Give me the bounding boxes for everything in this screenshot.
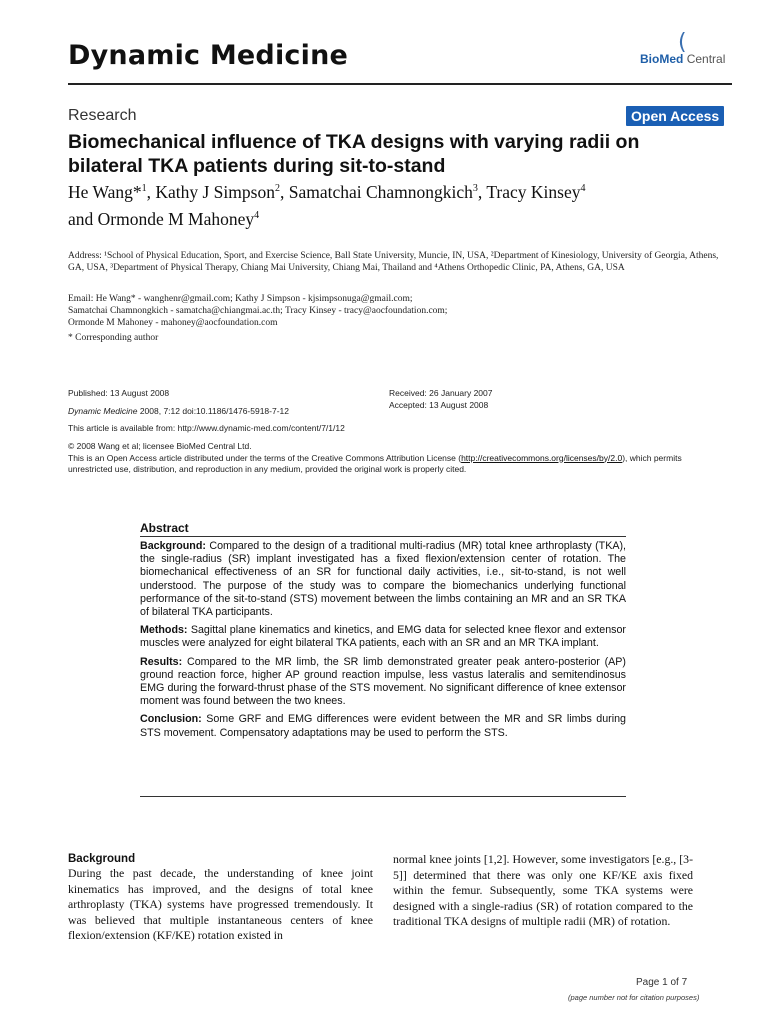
page-number: Page 1 of 7 bbox=[636, 977, 688, 988]
abstract-heading: Abstract bbox=[140, 521, 189, 535]
biomed-swirl-icon: ( bbox=[678, 30, 687, 55]
affiliations: Address: ¹School of Physical Education, Sport, and Exercise Science, Ball State University, Muncie, IN, USA, ²Department of Kinesiology, University of Georgia, Athens, GA, USA, ³Department of Physical Therapy, Chiang Mai University, Chiang Mai, Thailand and ⁴Athens Orthopedic Clinic, PA, Athens, GA, USA bbox=[68, 251, 719, 273]
body-column-left bbox=[68, 852, 373, 944]
citation-note: (page number not for citation purposes) bbox=[568, 993, 700, 1002]
abstract-background: Background: Compared to the design of a traditional multi-radius (MR) total knee arthroplasty (TKA), the single-radius (SR) implant investigated has a fixed flexion/extension center of rotation. The biomechanical effectiveness of an SR for functional daily activities, i.e., sit-to-stand, is not well understood. The purpose of the study was to compare the biomechanics underlying functional performance of the sit-to-stand (STS) movement between the limbs containing an MR and an SR TKA of bilateral TKA participants. bbox=[140, 540, 626, 619]
email-line: Ormonde M Mahoney - mahoney@aocfoundation.com bbox=[68, 318, 278, 328]
dates-block bbox=[389, 388, 493, 411]
article-title: Biomechanical influence of TKA designs with varying radii on bilateral TKA patients during sit-to-stand bbox=[68, 131, 640, 177]
abstract-conclusion: Conclusion: Some GRF and EMG differences were evident between the MR and SR limbs during STS movement. Compensatory adaptations may be used to perform the STS. bbox=[140, 713, 626, 739]
open-access-badge: Open Access bbox=[626, 106, 724, 126]
abstract-top-rule bbox=[140, 536, 626, 537]
publisher-brand: BioMed Central bbox=[640, 52, 726, 66]
authors-line-2: and Ormonde M Mahoney$^4$ bbox=[68, 208, 260, 229]
abstract-methods: Methods: Sagittal plane kinematics and kinetics, and EMG data for selected knee flexor and extensor muscles were analyzed for eight bilateral TKA patients, each with an SR and an MR TKA implant. bbox=[140, 624, 626, 650]
section-heading-background: Background bbox=[68, 853, 136, 865]
received-date: Received: 26 January 2007 bbox=[389, 388, 493, 398]
header-rule bbox=[68, 83, 732, 85]
authors-line-1: He Wang*$^1$, Kathy J Simpson$^2$, Samatchai Chamnongkich$^3$, Tracy Kinsey$^4$ bbox=[68, 181, 586, 202]
email-line: Samatchai Chamnongkich - samatcha@chiangmai.ac.th; Tracy Kinsey - tracy@aocfoundation.com; bbox=[68, 306, 448, 316]
body-paragraph: During the past decade, the understanding of knee joint kinematics has improved, and the designs of total knee arthroplasty (TKA) systems have progressed tremendously. It was believed that multiple instantaneous centers of knee flexion/extension (KF/KE) rotation existed in bbox=[68, 866, 373, 943]
body-column-right bbox=[393, 852, 693, 930]
accepted-date: Accepted: 13 August 2008 bbox=[389, 399, 489, 410]
section-label: Research bbox=[68, 107, 137, 124]
journal-title: Dynamic Medicine bbox=[68, 40, 349, 71]
copyright-block bbox=[68, 441, 728, 476]
biomed-central-logo bbox=[640, 30, 735, 75]
abstract-box bbox=[140, 521, 626, 745]
email-line: Email: He Wang* - wanghenr@gmail.com; Kathy J Simpson - kjsimpsonuga@gmail.com; bbox=[68, 294, 413, 304]
body-paragraph: normal knee joints [1,2]. However, some investigators [e.g., [3-5]] determined that there was only one KF/KE axis fixed within the femur. Subsequently, some TKA systems were designed with a single-radius (SR) of rotation compared to the traditional TKA designs of multiple radii (MR) of rotation. bbox=[393, 852, 693, 929]
journal-reference: Dynamic Medicine 2008, 7:12 doi:10.1186/1476-5918-7-12 bbox=[68, 406, 290, 416]
copyright-line: © 2008 Wang et al; licensee BioMed Central Ltd. bbox=[68, 441, 252, 451]
abstract-results: Results: Compared to the MR limb, the SR limb demonstrated greater peak antero-posterior (AP) ground reaction force, higher AP ground reaction impulse, less vastus lateralis and semitendinosus EMG during the forward-thrust phase of the STS movement. No significant difference of knee extensor moment was found between the two knees. bbox=[140, 655, 626, 708]
published-date: Published: 13 August 2008 bbox=[68, 388, 170, 398]
abstract-bottom-rule bbox=[140, 796, 626, 797]
license-text: This is an Open Access article distributed under the terms of the Creative Commons Attribution License (http://creativecommons.org/licenses/by/2.0), which permits unrestricted use, distribution, and reproduction in any medium, provided the original work is properly cited. bbox=[68, 452, 682, 474]
email-list bbox=[68, 293, 568, 329]
article-url[interactable]: This article is available from: http://www.dynamic-med.com/content/7/1/12 bbox=[68, 423, 345, 433]
corresponding-author-note: * Corresponding author bbox=[68, 333, 159, 343]
license-link[interactable]: http://creativecommons.org/licenses/by/2.0 bbox=[461, 452, 623, 463]
author-list bbox=[68, 177, 728, 231]
